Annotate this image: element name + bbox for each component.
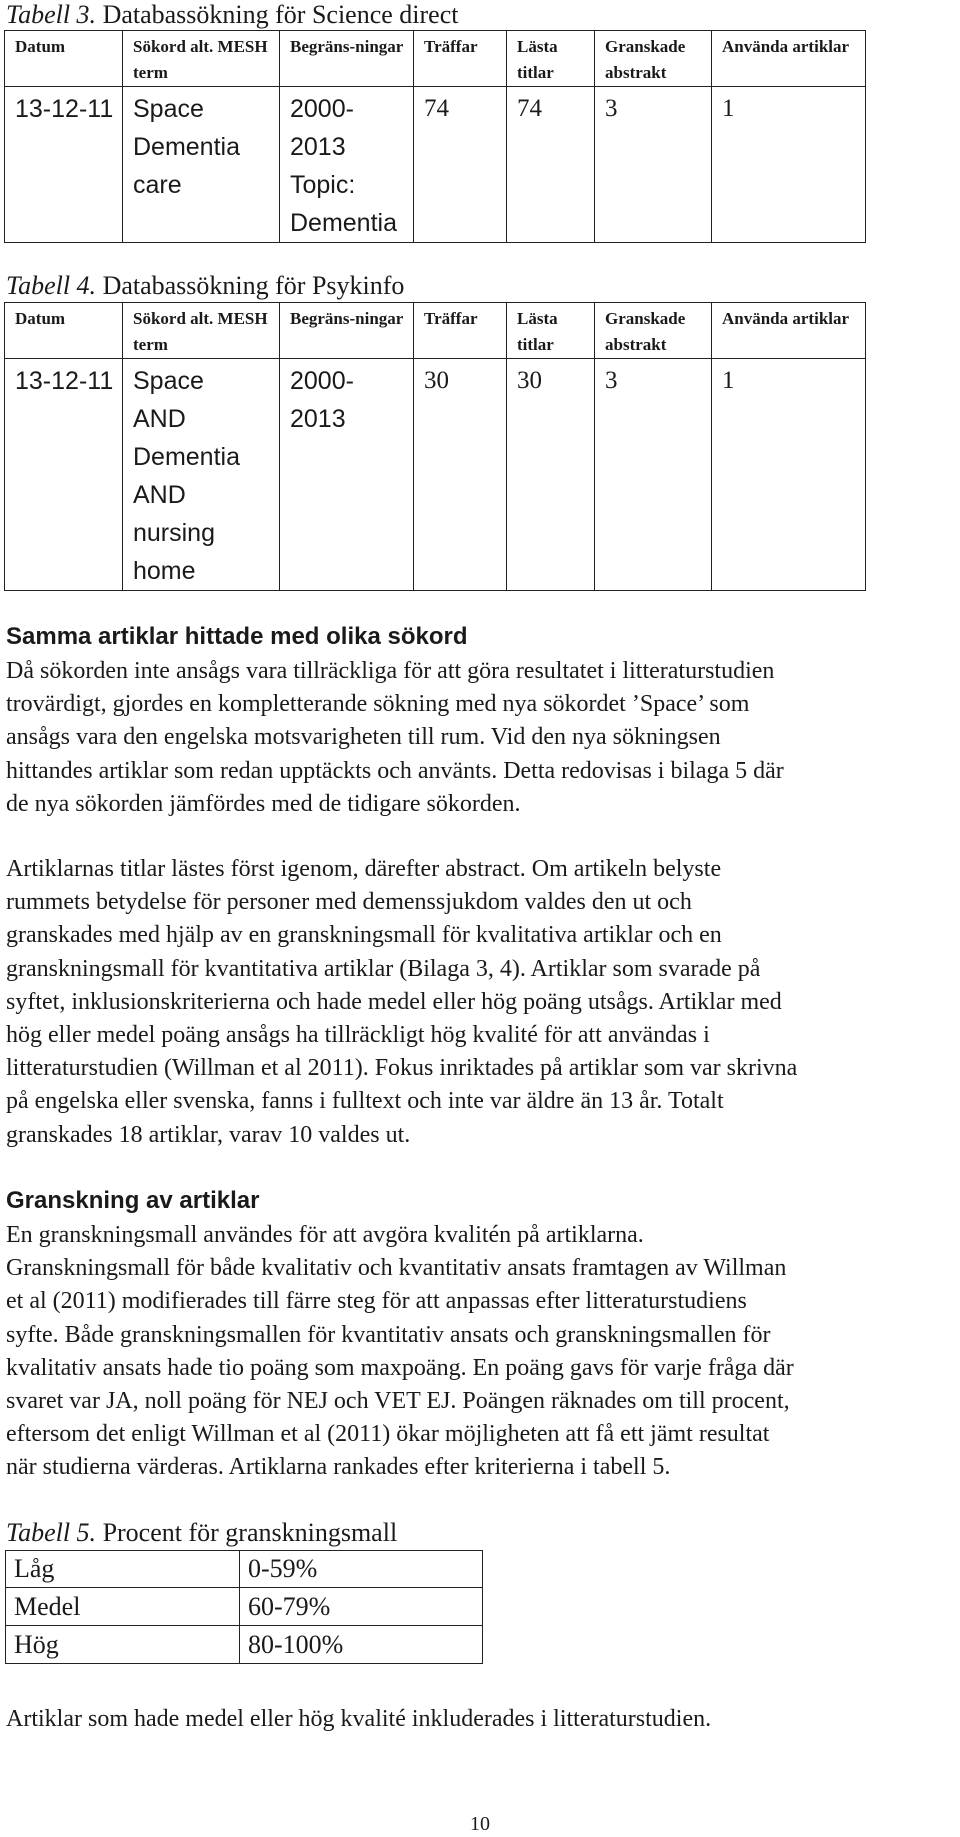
text-line: Artiklarnas titlar lästes först igenom, därefter abstract. Om artikeln belyste — [6, 856, 722, 882]
table5-row — [6, 1626, 483, 1664]
paragraph-granskningsmall — [6, 1219, 956, 1485]
text-line: granskningsmall för kvantitativa artiklar (Bilaga 3, 4). Artiklar som svarade på — [6, 955, 761, 982]
table4-header-sokord: Sökord alt. MESH term — [123, 303, 280, 359]
table5-row — [6, 1588, 483, 1626]
table4-cell-traffar: 30 — [414, 359, 507, 591]
table3-cell-sokord: Space Dementia care — [123, 87, 280, 243]
table4-caption-title: Databassökning för Psykinfo — [96, 271, 405, 300]
text-line: trovärdigt, gjordes en kompletterande sökning med nya sökordet ’Space’ som — [6, 691, 750, 718]
paragraph-kompletterande-sokning — [6, 655, 956, 821]
text-line: En granskningsmall användes för att avgöra kvalitén på artiklarna. — [6, 1222, 644, 1248]
table3-header-begransningar: Begräns-ningar — [280, 31, 414, 87]
table5-caption — [6, 1518, 397, 1548]
table5-cell-level: Medel — [6, 1588, 240, 1626]
table4-header-lasta: Lästa titlar — [507, 303, 595, 359]
table4-header-datum: Datum — [5, 303, 123, 359]
text-line: hög eller medel poäng ansågs ha tillräckligt hög kvalité för att användas i — [6, 1022, 710, 1049]
text-line: Granskningsmall för både kvalitativ och kvantitativ ansats framtagen av Willman — [6, 1255, 787, 1282]
text-line: när studierna värderas. Artiklarna rankades efter kriterierna i tabell 5. — [6, 1454, 671, 1481]
table4-cell-datum: 13-12-11 — [5, 359, 123, 591]
text-line: Då sökorden inte ansågs vara tillräckliga för att göra resultatet i litteraturstudien — [6, 658, 775, 684]
table3-cell-datum: 13-12-11 — [5, 87, 123, 243]
paragraph-artikelurval — [6, 853, 956, 1152]
table5-cell-range: 0-59% — [240, 1551, 483, 1588]
table4-caption-label: Tabell 4. — [6, 271, 97, 300]
table5-caption-label: Tabell 5. — [6, 1518, 97, 1547]
table4-cell-lasta: 30 — [507, 359, 595, 591]
table5 — [5, 1550, 483, 1664]
table4-header-granskade: Granskade abstrakt — [595, 303, 712, 359]
text-line: et al (2011) modifierades till färre steg för att anpassas efter litteraturstudiens — [6, 1288, 747, 1315]
table4-cell-sokord: Space AND Dementia AND nursing home — [123, 359, 280, 591]
table4-caption — [6, 271, 404, 301]
table5-cell-level: Hög — [6, 1626, 240, 1664]
table3-caption-title: Databassökning för Science direct — [96, 0, 459, 29]
text-line: litteraturstudien (Willman et al 2011). Fokus inriktades på artiklar som var skrivna — [6, 1055, 798, 1082]
text-line: rummets betydelse för personer med demenssjukdom valdes den ut och — [6, 889, 692, 916]
text-line: Artiklar som hade medel eller hög kvalité inkluderades i litteraturstudien. — [6, 1706, 712, 1732]
table4-cell-anvanda: 1 — [712, 359, 866, 591]
table3-caption — [6, 0, 459, 30]
table5-row — [6, 1551, 483, 1588]
text-line: granskades med hjälp av en granskningsmall för kvalitativa artiklar och en — [6, 922, 722, 949]
text-line: granskades 18 artiklar, varav 10 valdes ut. — [6, 1121, 411, 1148]
table3-header-datum: Datum — [5, 31, 123, 87]
table3-row — [5, 87, 866, 243]
table3-header-traffar: Träffar — [414, 31, 507, 87]
section-heading-granskning: Granskning av artiklar — [6, 1187, 260, 1214]
table3-header-anvanda: Använda artiklar — [712, 31, 866, 87]
table4-header-anvanda: Använda artiklar — [712, 303, 866, 359]
text-line: de nya sökorden jämfördes med de tidigare sökorden. — [6, 790, 521, 817]
page-number: 10 — [470, 1813, 490, 1835]
table5-cell-range: 80-100% — [240, 1626, 483, 1664]
table3-header-row — [5, 31, 866, 87]
text-line: syftet, inklusionskriterierna och hade medel eller hög poäng utsågs. Artiklar med — [6, 988, 782, 1015]
table3-cell-traffar: 74 — [414, 87, 507, 243]
table4-header-traffar: Träffar — [414, 303, 507, 359]
table3-header-lasta: Lästa titlar — [507, 31, 595, 87]
table3-cell-granskade: 3 — [595, 87, 712, 243]
table5-caption-title: Procent för granskningsmall — [96, 1518, 398, 1547]
table3-cell-begransningar: 2000- 2013 Topic: Dementia — [280, 87, 414, 243]
table5-cell-level: Låg — [6, 1551, 240, 1588]
text-line: eftersom det enligt Willman et al (2011) ökar möjligheten att få ett jämt resultat — [6, 1421, 770, 1448]
text-line: hittandes artiklar som redan upptäckts och använts. Detta redovisas i bilaga 5 där — [6, 757, 784, 784]
table3 — [4, 30, 866, 243]
table3-cell-anvanda: 1 — [712, 87, 866, 243]
table4-row — [5, 359, 866, 591]
table4-cell-begransningar: 2000- 2013 — [280, 359, 414, 591]
table4 — [4, 302, 866, 591]
text-line: syfte. Både granskningsmallen för kvantitativ ansats och granskningsmallen för — [6, 1321, 771, 1348]
text-line: på engelska eller svenska, fanns i fulltext och inte var äldre än 13 år. Totalt — [6, 1088, 724, 1115]
text-line: ansågs vara den engelska motsvarigheten till rum. Vid den nya sökningsen — [6, 724, 721, 751]
table4-header-row — [5, 303, 866, 359]
table5-cell-range: 60-79% — [240, 1588, 483, 1626]
table3-header-granskade: Granskade abstrakt — [595, 31, 712, 87]
table3-caption-label: Tabell 3. — [6, 0, 97, 29]
table3-cell-lasta: 74 — [507, 87, 595, 243]
text-line: svaret var JA, noll poäng för NEJ och VET EJ. Poängen räknades om till procent, — [6, 1388, 790, 1415]
text-line: kvalitativ ansats hade tio poäng som maxpoäng. En poäng gavs för varje fråga där — [6, 1354, 794, 1381]
table4-header-begransningar: Begräns-ningar — [280, 303, 414, 359]
table4-cell-granskade: 3 — [595, 359, 712, 591]
section-heading-samma-artiklar: Samma artiklar hittade med olika sökord — [6, 623, 468, 650]
table3-header-sokord: Sökord alt. MESH term — [123, 31, 280, 87]
closing-sentence — [6, 1703, 956, 1736]
